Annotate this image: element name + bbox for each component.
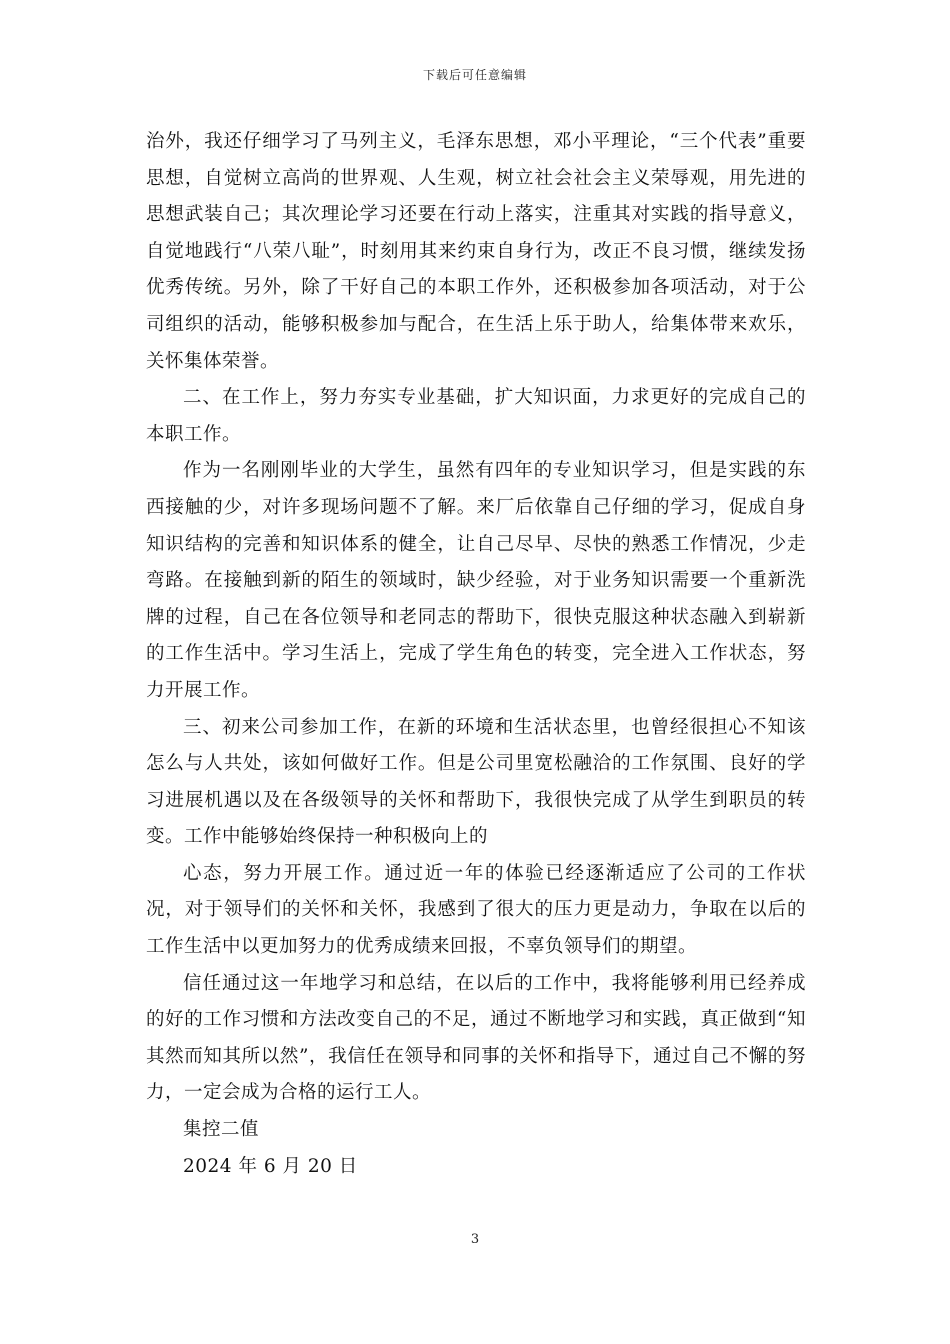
page-header: 下载后可任意编辑	[422, 68, 527, 82]
document-body	[146, 124, 806, 1185]
paragraph: 心态，努力开展工作。通过近一年的体验已经逐渐适应了公司的工作状况，对于领导们的关怀和关怀，我感到了很大的压力更是动力，争取在以后的工作生活中以更加努力的优秀成绩来回报，不辜负领导们的期望。	[146, 862, 806, 958]
signature-date: 2024 年 6 月 20 日	[183, 1155, 358, 1177]
paragraph: 信任通过这一年地学习和总结，在以后的工作中，我将能够利用已经养成的好的工作习惯和方法改变自己的不足，通过不断地学习和实践，真正做到“知其然而知其所以然”，我信任在领导和同事的关怀和指导下，通过自己不懈的努力，一定会成为合格的运行工人。	[146, 972, 806, 1104]
page-number: 3	[470, 1232, 480, 1247]
paragraph: 二、在工作上，努力夯实专业基础，扩大知识面，力求更好的完成自己的本职工作。	[146, 387, 806, 445]
paragraph: 治外，我还仔细学习了马列主义，毛泽东思想，邓小平理论，“三个代表”重要思想，自觉树立高尚的世界观、人生观，树立社会社会主义荣辱观，用先进的思想武装自己；其次理论学习还要在行动上落实，注重其对实践的指导意义，自觉地践行“八荣八耻”，时刻用其来约束自身行为，改正不良习惯，继续发扬优秀传统。另外，除了干好自己的本职工作外，还积极参加各项活动，对于公司组织的活动，能够积极参加与配合，在生活上乐于助人，给集体带来欢乐，关怀集体荣誉。	[146, 131, 806, 372]
paragraph: 三、初来公司参加工作，在新的环境和生活状态里，也曾经很担心不知该怎么与人共处，该如何做好工作。但是公司里宽松融洽的工作氛围、良好的学习进展机遇以及在各级领导的关怀和帮助下，我很快完成了从学生到职员的转变。工作中能够始终保持一种积极向上的	[146, 716, 806, 848]
signature-team: 集控二值	[183, 1119, 260, 1141]
paragraph: 作为一名刚刚毕业的大学生，虽然有四年的专业知识学习，但是实践的东西接触的少，对许多现场问题不了解。来厂后依靠自己仔细的学习，促成自身知识结构的完善和知识体系的健全，让自己尽早、尽快的熟悉工作情况，少走弯路。在接触到新的陌生的领域时，缺少经验，对于业务知识需要一个重新洗牌的过程，自己在各位领导和老同志的帮助下，很快克服这种状态融入到崭新的工作生活中。学习生活上，完成了学生角色的转变，完全进入工作状态，努力开展工作。	[146, 460, 806, 701]
